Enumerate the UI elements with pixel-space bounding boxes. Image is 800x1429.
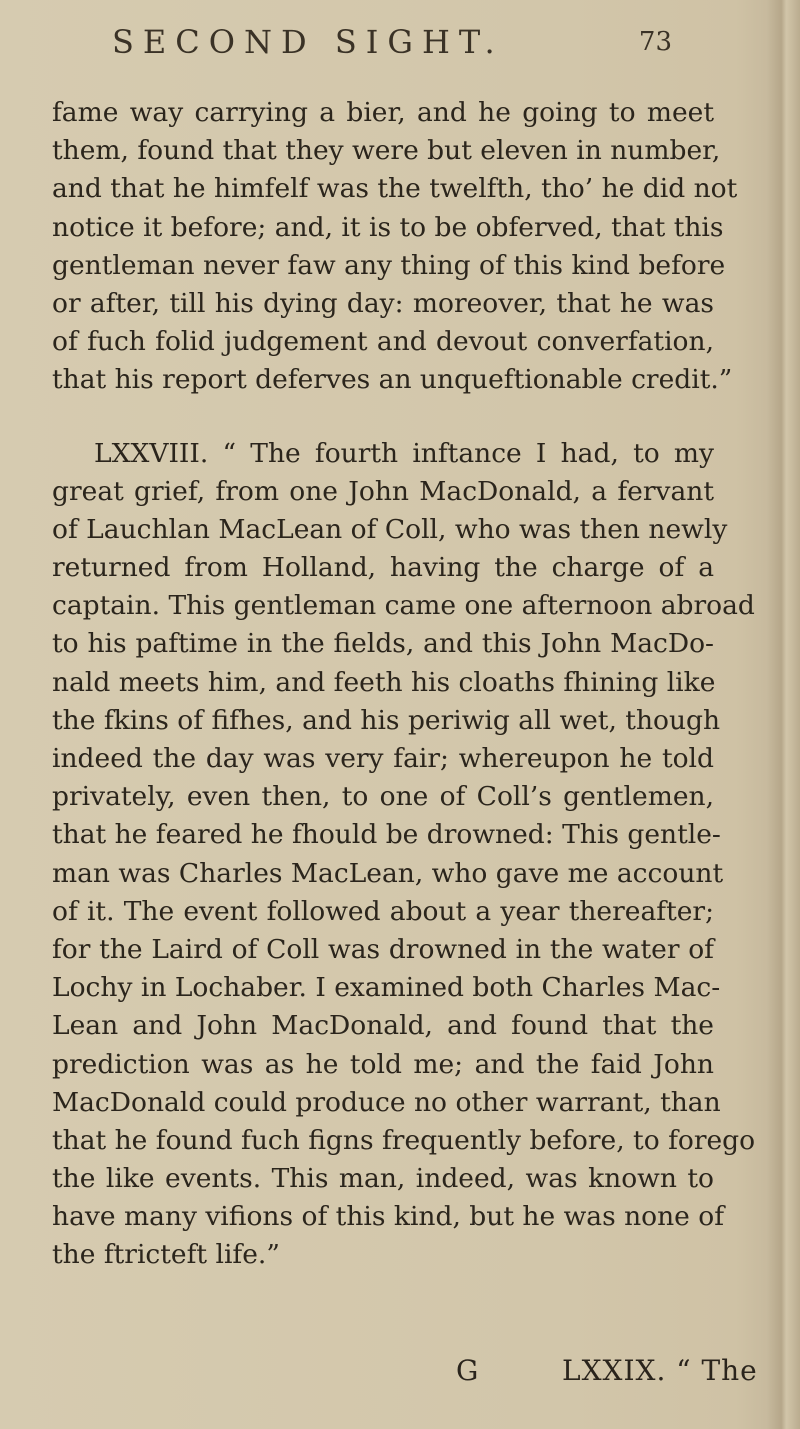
text-line: for the Laird of Coll was drowned in the water of [52,933,714,965]
body-text [52,94,756,1275]
text-line: indeed the day was very fair; whereupon he told [52,743,714,774]
text-line: fame way carrying a bier, and he going to meet [52,97,714,128]
text-line: to his paftime in the fields, and this John MacDo- [52,628,714,660]
text-line: returned from Holland, having the charge of a [52,552,714,584]
paragraph-gap [52,400,714,435]
text-line: have many vifions of this kind, but he was none of [52,1201,725,1233]
text-line: them, found that they were but eleven in number, [52,135,721,167]
text-line: of fuch folid judgement and devout converfation, [52,326,714,358]
text-line: notice it before; and, it is to be obferved, that this [52,211,724,243]
text-line: great grief, from one John MacDonald, a fervant [52,475,714,507]
running-head [112,22,672,62]
text-line: man was Charles MacLean, who gave me account [52,857,724,889]
page-gutter-edge [766,0,800,1429]
page-footer [52,1351,792,1391]
text-line: that he found fuch figns frequently before, to forego [52,1124,756,1156]
text-line: the ftricteft life.” [52,1239,280,1271]
text-line: gentleman never faw any thing of this kind before [52,249,726,281]
catchword: LXXIX. “ The [562,1354,758,1387]
text-line: privately, even then, to one of Coll’s gentlemen, [52,781,714,813]
signature-mark: G [456,1354,479,1387]
text-line: prediction was as he told me; and the faid John [52,1048,714,1080]
text-line: that he feared he fhould be drowned: This gentle- [52,819,721,851]
text-line: the fkins of fifhes, and his periwig all wet, though [52,704,721,736]
text-line: that his report deferves an unqueftionable credit.” [52,364,733,396]
text-line: LXXVIII. “ The fourth inftance I had, to my [94,437,714,469]
text-line: and that he himfelf was the twelfth, tho’ he did not [52,173,738,205]
text-line: the like events. This man, indeed, was known to [52,1163,714,1195]
text-line: nald meets him, and feeth his cloaths fhining like [52,666,716,698]
text-line: Lochy in Lochaber. I examined both Charles Mac- [52,972,721,1004]
text-line: of Lauchlan MacLean of Coll, who was then newly [52,513,728,545]
text-line: Lean and John MacDonald, and found that the [52,1010,714,1042]
text-line: MacDonald could produce no other warrant, than [52,1086,721,1118]
paragraph-2 [52,435,756,1275]
paragraph-1 [52,94,738,400]
page-number: 73 [638,27,672,57]
running-title: SECOND SIGHT. [112,23,504,61]
text-line: or after, till his dying day: moreover, that he was [52,287,714,319]
text-line: captain. This gentleman came one afternoon abroad [52,590,755,622]
text-line: of it. The event followed about a year thereafter; [52,895,714,927]
